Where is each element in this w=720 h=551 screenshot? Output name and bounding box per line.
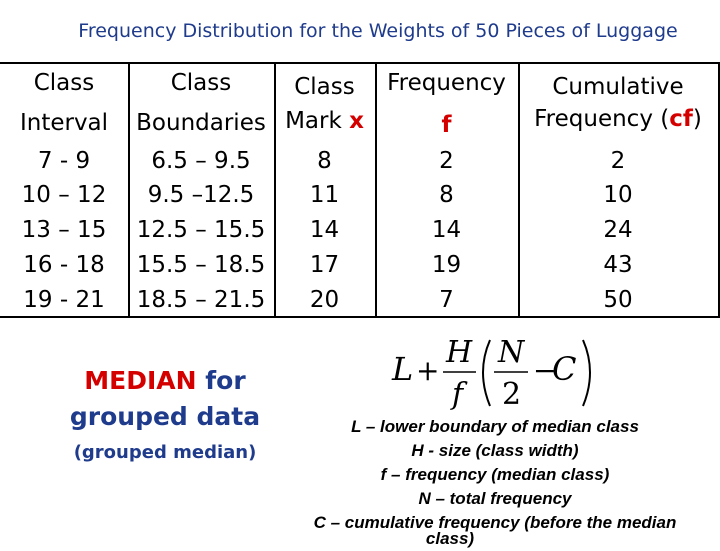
cell-boundaries: 9.5 –12.5 [147, 182, 255, 208]
class-mark-variable: x [349, 108, 364, 134]
legend-line: H - size (class width) [411, 441, 579, 460]
legend-line: f – frequency (median class) [380, 465, 610, 484]
cell-class-mark: 14 [309, 217, 340, 243]
cell-class-mark: 8 [317, 148, 332, 174]
cell-interval: 16 - 18 [23, 252, 105, 278]
header-frequency-line1: Frequency [387, 70, 506, 96]
cell-cumulative: 50 [603, 287, 633, 313]
median-formula [380, 332, 610, 412]
median-subtitle: (grouped median) [73, 442, 257, 463]
cell-boundaries: 6.5 – 9.5 [151, 148, 251, 174]
cell-cumulative: 10 [603, 182, 633, 208]
header-class-interval-line1: Class [33, 70, 95, 96]
cell-boundaries: 15.5 – 18.5 [136, 252, 266, 278]
header-class-mark-line1: Class [294, 74, 355, 100]
formula-minus: − [533, 354, 557, 387]
formula-H: H [446, 335, 473, 370]
legend-line: N – total frequency [418, 489, 572, 508]
median-heading-line1: MEDIAN for [84, 366, 246, 395]
cumulative-variable: cf [669, 106, 693, 132]
cell-frequency: 14 [431, 217, 462, 243]
formula-two: 2 [502, 377, 522, 412]
cell-class-mark: 11 [309, 182, 340, 208]
cell-interval: 13 – 15 [21, 217, 107, 243]
right-paren [583, 340, 590, 406]
header-frequency-variable: f [441, 112, 452, 138]
cell-boundaries: 12.5 – 15.5 [136, 217, 266, 243]
cell-class-mark: 17 [309, 252, 340, 278]
left-paren [483, 340, 490, 406]
formula-C: C [552, 350, 577, 388]
cell-frequency: 7 [439, 287, 454, 313]
formula-N: N [498, 335, 525, 370]
legend-line: L – lower boundary of median class [351, 417, 639, 436]
cell-frequency: 2 [439, 148, 454, 174]
legend-line: class) [425, 529, 475, 548]
cell-cumulative: 43 [603, 252, 633, 278]
header-cumulative-line2: Frequency (cf) [534, 106, 702, 132]
formula-f: f [452, 377, 464, 412]
cell-cumulative: 2 [610, 148, 626, 174]
cell-boundaries: 18.5 – 21.5 [136, 287, 266, 313]
page-title: Frequency Distribution for the Weights of 50 Pieces of Luggage [78, 20, 678, 42]
cell-interval: 19 - 21 [23, 287, 105, 313]
header-cumulative-line1: Cumulative [552, 74, 684, 100]
header-class-boundaries-line1: Class [170, 70, 232, 96]
cell-cumulative: 24 [603, 217, 633, 243]
header-class-boundaries-line2: Boundaries [136, 110, 266, 136]
cell-interval: 7 - 9 [37, 148, 91, 174]
formula-plus: + [416, 354, 440, 387]
cell-frequency: 19 [431, 252, 462, 278]
cell-class-mark: 20 [309, 287, 340, 313]
header-class-interval-line2: Interval [19, 110, 109, 136]
cell-frequency: 8 [439, 182, 454, 208]
median-heading-line2: grouped data [69, 402, 261, 431]
legend-line: C – cumulative frequency (before the median [313, 513, 677, 532]
header-class-mark-line2: Mark x [285, 108, 364, 134]
formula-L: L [392, 350, 414, 388]
cell-interval: 10 – 12 [21, 182, 107, 208]
